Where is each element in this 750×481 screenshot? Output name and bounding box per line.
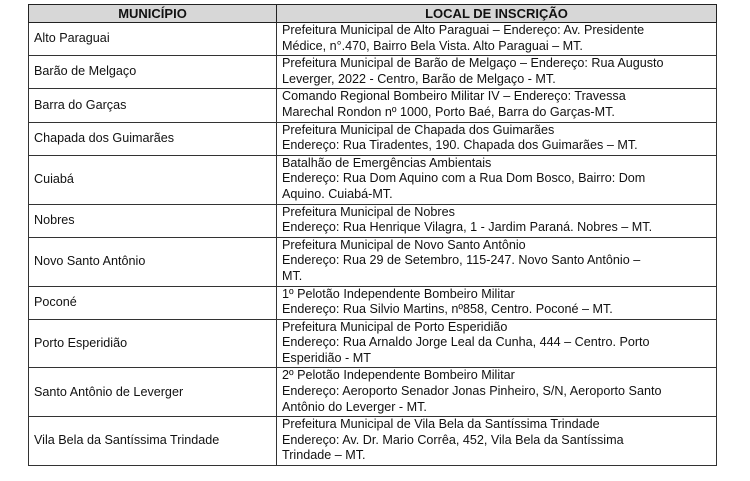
local-inscricao-line: 2º Pelotão Independente Bombeiro Militar [282,368,515,383]
local-inscricao-line: Endereço: Av. Dr. Mario Corrêa, 452, Vila Bela da Santíssima [282,432,624,447]
local-inscricao-line: Prefeitura Municipal de Chapada dos Guimarães [282,122,555,137]
local-inscricao-line: Marechal Rondon nº 1000, Porto Baé, Barra do Garças-MT. [282,104,615,119]
local-inscricao-line: Endereço: Rua Dom Aquino com a Rua Dom Bosco, Bairro: Dom [282,171,646,186]
table-row [29,286,717,319]
local-inscricao-line: 1º Pelotão Independente Bombeiro Militar [282,286,515,301]
local-inscricao-line: Leverger, 2022 - Centro, Barão de Melgaço - MT. [282,71,556,86]
local-inscricao-cell [277,319,717,368]
table-row [29,122,717,155]
local-inscricao-line: Aquino. Cuiabá-MT. [282,186,393,201]
municipio-cell: Chapada dos Guimarães [29,122,277,155]
local-inscricao-line: Batalhão de Emergências Ambientais [282,155,492,170]
local-inscricao-line: Endereço: Aeroporto Senador Jonas Pinheiro, S/N, Aeroporto Santo [282,384,662,399]
local-inscricao-line: Prefeitura Municipal de Novo Santo Antônio [282,237,526,252]
local-inscricao-line: Prefeitura Municipal de Nobres [282,204,455,219]
local-inscricao-cell [277,237,717,286]
table-row [29,155,717,204]
local-inscricao-cell [277,56,717,89]
registration-locations-table [28,4,717,466]
municipio-cell: Barão de Melgaço [29,56,277,89]
local-inscricao-line: Esperidião - MT [282,350,371,365]
header-local-de-inscricao: LOCAL DE INSCRIÇÃO [277,5,717,23]
local-inscricao-line: Trindade – MT. [282,448,366,463]
local-inscricao-line: Endereço: Rua Tiradentes, 190. Chapada dos Guimarães – MT. [282,138,638,153]
local-inscricao-line: Comando Regional Bombeiro Militar IV – Endereço: Travessa [282,89,626,104]
municipio-cell: Santo Antônio de Leverger [29,368,277,417]
municipio-cell: Vila Bela da Santíssima Trindade [29,417,277,466]
local-inscricao-line: Prefeitura Municipal de Vila Bela da Santíssima Trindade [282,417,600,432]
table-row [29,23,717,56]
local-inscricao-cell [277,204,717,237]
municipio-cell: Porto Esperidião [29,319,277,368]
table-row [29,237,717,286]
municipio-cell: Alto Paraguai [29,23,277,56]
table-header-row [29,5,717,23]
local-inscricao-cell [277,122,717,155]
local-inscricao-line: Endereço: Rua 29 de Setembro, 115-247. Novo Santo Antônio – [282,253,641,268]
local-inscricao-line: MT. [282,268,303,283]
municipio-cell: Poconé [29,286,277,319]
local-inscricao-cell [277,286,717,319]
local-inscricao-line: Antônio do Leverger - MT. [282,399,427,414]
local-inscricao-line: Prefeitura Municipal de Porto Esperidião [282,319,508,334]
table-body [29,23,717,466]
local-inscricao-line: Endereço: Rua Silvio Martins, nº858, Centro. Poconé – MT. [282,302,613,317]
local-inscricao-cell [277,417,717,466]
table-row [29,417,717,466]
local-inscricao-cell [277,89,717,122]
table-row [29,56,717,89]
municipio-cell: Novo Santo Antônio [29,237,277,286]
municipio-cell: Barra do Garças [29,89,277,122]
local-inscricao-line: Prefeitura Municipal de Barão de Melgaço – Endereço: Rua Augusto [282,56,664,71]
table-row [29,89,717,122]
municipio-cell: Cuiabá [29,155,277,204]
local-inscricao-line: Endereço: Rua Arnaldo Jorge Leal da Cunha, 444 – Centro. Porto [282,335,650,350]
table-row [29,204,717,237]
local-inscricao-cell [277,23,717,56]
local-inscricao-line: Endereço: Rua Henrique Vilagra, 1 - Jardim Paraná. Nobres – MT. [282,220,653,235]
local-inscricao-cell [277,368,717,417]
local-inscricao-line: Médice, n°.470, Bairro Bela Vista. Alto Paraguai – MT. [282,38,583,53]
header-municipio: MUNICÍPIO [29,5,277,23]
table-row [29,319,717,368]
municipio-cell: Nobres [29,204,277,237]
local-inscricao-cell [277,155,717,204]
registration-table-container [28,4,716,466]
local-inscricao-line: Prefeitura Municipal de Alto Paraguai – Endereço: Av. Presidente [282,23,645,37]
table-row [29,368,717,417]
